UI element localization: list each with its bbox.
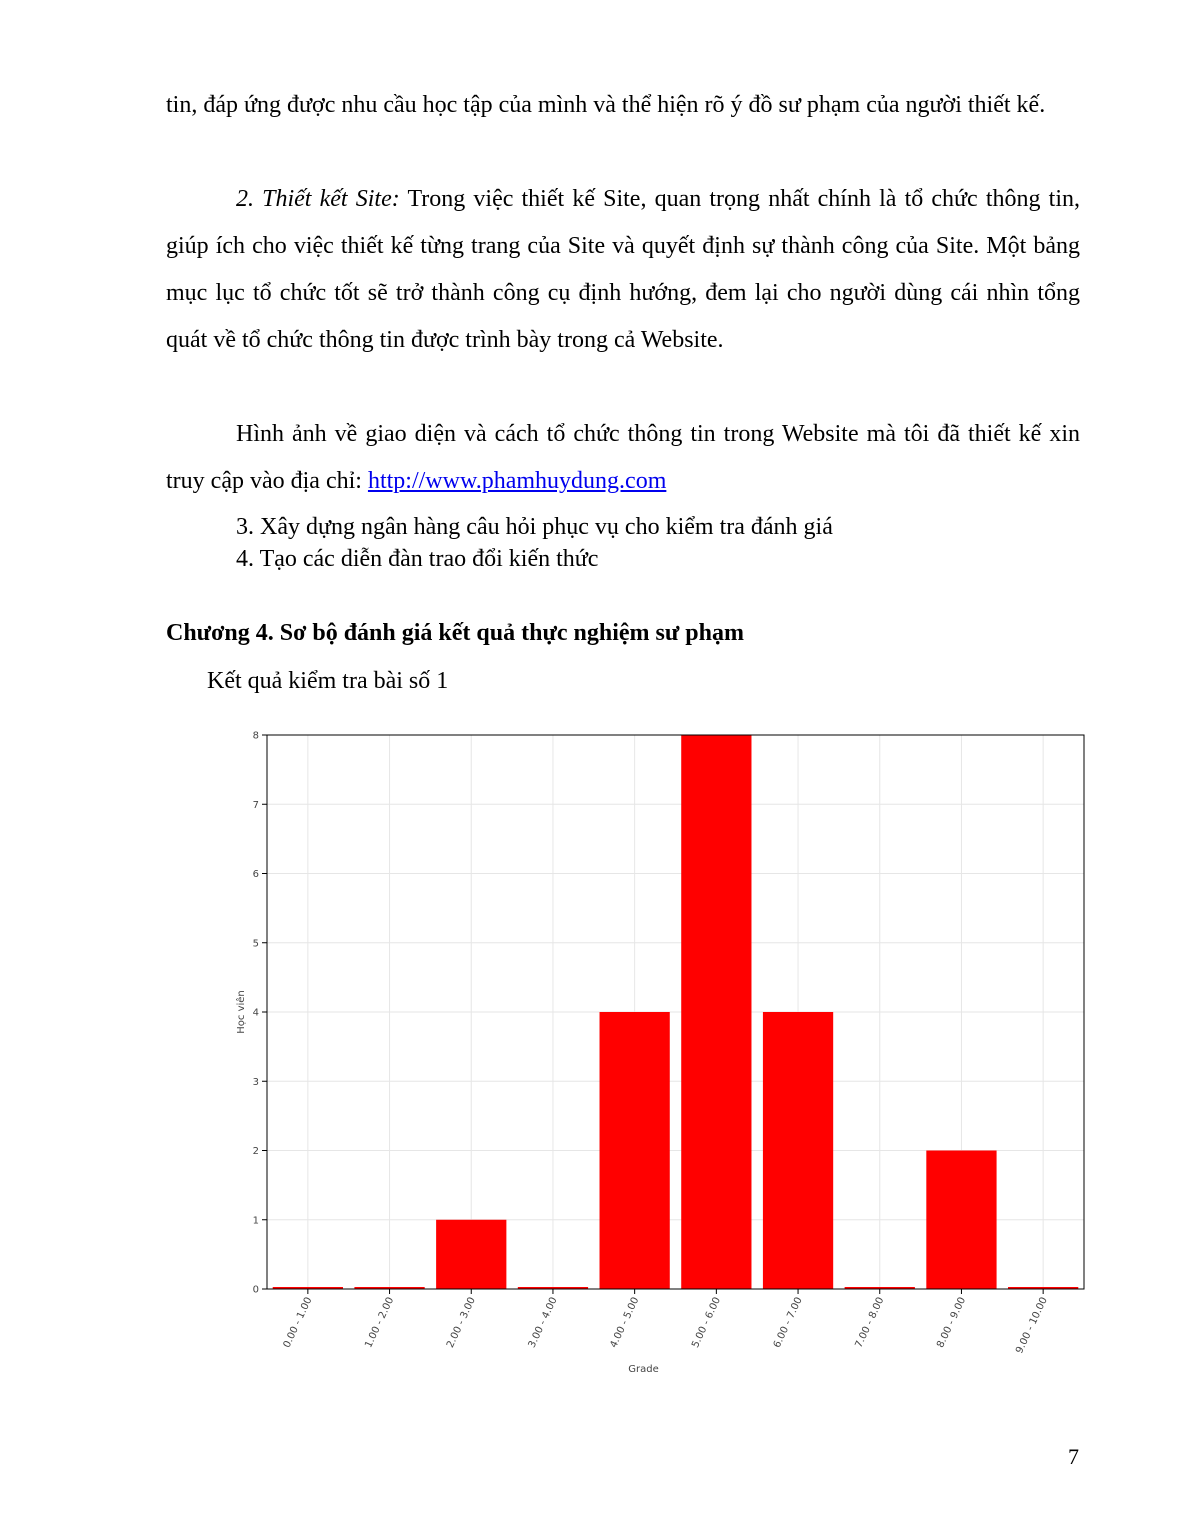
x-tick-label: 3.00 - 4.00: [526, 1295, 560, 1350]
y-tick-label: 7: [252, 799, 259, 811]
y-tick-label: 0: [252, 1284, 259, 1296]
paragraph-1-text: tin, đáp ứng được nhu cầu học tập của mình và thể hiện rõ ý đồ sư phạm của người thiết kế.: [166, 92, 1046, 118]
paragraph-3-text: Hình ảnh về giao diện và cách tổ chức thông tin trong Website mà tôi đã thiết kế xin truy cập vào địa chỉ:: [166, 421, 1080, 494]
paragraph-2: [166, 176, 1080, 364]
paragraph-3: [166, 411, 1080, 505]
website-link[interactable]: http://www.phamhuydung.com: [367, 468, 667, 494]
y-tick-label: 5: [252, 938, 259, 950]
paragraph-2-lead: 2. Thiết kết Site:: [236, 186, 400, 212]
y-tick-label: 1: [252, 1215, 259, 1227]
bar-2-00-3-00: [436, 1220, 506, 1289]
bar-4-00-5-00: [600, 1012, 670, 1289]
x-tick-label: 7.00 - 8.00: [853, 1295, 887, 1350]
paragraph-2-text: Trong việc thiết kế Site, quan trọng nhất chính là tổ chức thông tin, giúp ích cho việc thiết kế từng trang của Site và quyết định sự thành công của Site. Một bảng mục lục tổ chức tốt sẽ trở thành công cụ định hướng, đem lại cho người dùng cái nhìn tổng quát về tổ chức thông tin được trình bày trong cả Website.: [166, 186, 1081, 353]
x-axis-label: Grade: [628, 1364, 659, 1375]
y-tick-label: 6: [252, 869, 259, 880]
x-tick-label: 6.00 - 7.00: [771, 1295, 805, 1350]
bar-8-00-9-00: [926, 1151, 996, 1290]
y-axis-label: Học viên: [236, 990, 247, 1034]
y-axis-ticks: [253, 731, 267, 1296]
page-number: 7: [1068, 1444, 1079, 1469]
bar-5-00-6-00: [681, 735, 751, 1289]
y-tick-label: 2: [252, 1146, 259, 1157]
x-tick-label: 4.00 - 5.00: [608, 1295, 642, 1350]
paragraph-1: [166, 82, 1080, 129]
x-tick-label: 9.00 - 10.00: [1014, 1295, 1050, 1356]
list-item-4: 4. Tạo các diễn đàn trao đổi kiến thức: [236, 546, 599, 572]
y-tick-label: 3: [252, 1076, 259, 1088]
x-axis-ticks: [282, 1289, 1050, 1355]
x-tick-label: 2.00 - 3.00: [444, 1295, 478, 1350]
bar-6-00-7-00: [763, 1012, 833, 1289]
x-tick-label: 5.00 - 6.00: [690, 1295, 724, 1350]
y-tick-label: 8: [252, 730, 259, 742]
x-tick-label: 8.00 - 9.00: [935, 1295, 969, 1350]
list-item-3: 3. Xây dựng ngân hàng câu hỏi phục vụ cho kiểm tra đánh giá: [236, 514, 833, 540]
chart-caption: Kết quả kiểm tra bài số 1: [207, 668, 449, 694]
x-tick-label: 1.00 - 2.00: [363, 1295, 397, 1350]
chapter-heading: Chương 4. Sơ bộ đánh giá kết quả thực nghiệm sư phạm: [166, 620, 744, 646]
y-tick-label: 4: [252, 1007, 259, 1019]
grade-histogram-chart: [225, 722, 1095, 1382]
x-tick-label: 0.00 - 1.00: [281, 1295, 315, 1350]
